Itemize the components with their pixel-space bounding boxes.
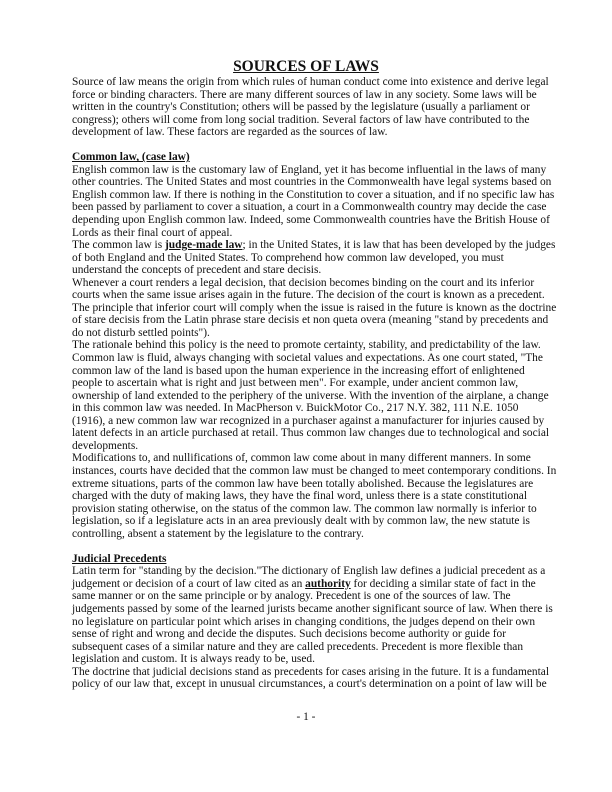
text-line: Latin term for "standing by the decision."The dictionary of English law defines a judicial precedent as a <box>72 565 546 578</box>
text-line: charged with the duty of making laws, they have the final word, unless there is a state constitutional <box>72 490 527 503</box>
text-line: The principle that inferior court will comply when the issue is raised in the future is known as the doctrine <box>72 301 557 314</box>
text-line: force or binding characters. There are many different sources of law in any society. Some laws will be <box>72 88 537 101</box>
text-line: depending upon English common law. Indeed, some Commonwealth countries have the British House of <box>72 214 550 227</box>
text-line: written in the country's Constitution; others will be passed by the legislature (usually a parliament or <box>72 101 530 114</box>
text-line: latent defects in an article purchased at retail. Thus common law changes due to technological and social <box>72 427 550 440</box>
text-line: development of law. These factors are regarded as the sources of law. <box>72 126 388 139</box>
text-line: legislation and custom. It is always ready to be, used. <box>72 653 315 666</box>
text-line: Modifications to, and nullifications of, common law come about in many different manners. In some <box>72 452 531 465</box>
text-line: sense of right and wrong and decide the disputes. Such decisions become authority or guide for <box>72 628 507 641</box>
text-line: extreme situations, parts of the common law have been totally abolished. Because the legislatures are <box>72 477 534 490</box>
text-line: Whenever a court renders a legal decision, that decision becomes binding on the court and its inferior <box>72 276 535 289</box>
text-line: (1916), a new common law war recognized in a purchaser against a manufacturer for injuries caused by <box>72 414 545 427</box>
text-line: The rationale behind this policy is the need to promote certainty, stability, and predictability of the law. <box>72 339 541 352</box>
text-line: legislation, so if a legislature acts in an area previously dealt with by common law, the new statute is <box>72 515 530 528</box>
paragraph <box>72 76 552 139</box>
paragraph <box>72 163 557 540</box>
text-line: understand the concepts of precedent and stare decisis. <box>72 264 322 277</box>
text-line: do not disturb settled points"). <box>72 326 210 339</box>
text-line: provision stating otherwise, on the status of the common law. The common law normally is inferior to <box>72 502 537 515</box>
text-line: judgements passed by some of the learned jurists became another significant source of law. When there is <box>72 602 553 615</box>
text-segment: The common law is <box>72 239 166 252</box>
text-line: same manner or on the same principle or by analogy. Precedent is one of the sources of law. The <box>72 590 511 603</box>
text-line: English common law is the customary law of England, yet it has become influential in the laws of many <box>72 163 547 176</box>
section-heading: Judicial Precedents <box>72 552 167 565</box>
text-line <box>72 578 552 591</box>
spacer <box>72 540 552 553</box>
page-title: SOURCES OF LAWS <box>233 58 379 75</box>
text-line: been passed by parliament to cover a situation, a court in a Commonwealth country may decide the case <box>72 201 547 214</box>
paragraph <box>72 565 552 690</box>
text-line: Common law is fluid, always changing with societal values and expectations. As one court stated, "The <box>72 352 543 365</box>
text-segment: for deciding a similar state of fact in the <box>350 577 536 590</box>
text-line: Source of law means the origin from which rules of human conduct come into existence and derive legal <box>72 76 549 88</box>
text-segment: ; in the United States, it is law that has been developed by the judges <box>242 239 556 252</box>
text-line: courts when the same issue arises again in the future. The decision of the court is known as a precedent. <box>72 289 545 302</box>
text-line: developments. <box>72 439 139 452</box>
text-segment: judgement or decision of a court of law cited as an <box>72 577 306 590</box>
text-line: controlling, absent a statement by the legislature to the contrary. <box>72 527 364 540</box>
text-line: Lords as their final court of appeal. <box>72 226 233 239</box>
text-line: congress); others will come from long social tradition. Several factors of law have contributed to the <box>72 113 530 126</box>
text-line: other countries. The United States and most countries in the Commonwealth have legal systems based on <box>72 176 552 189</box>
text-line: subsequent cases of a similar nature and they are called precedents. Precedent is more flexible than <box>72 640 524 653</box>
text-line: in this common law was needed. In MacPherson v. BuickMotor Co., 217 N.Y. 382, 111 N.E. 1050 <box>72 402 519 415</box>
text-line: of both England and the United States. To comprehend how common law developed, you must <box>72 251 504 264</box>
text-line: common law of the land is based upon the human experience in the increasing effort of enlightened <box>72 364 525 377</box>
text-line: instances, courts have decided that the common law must be changed to meet contemporary conditions. In <box>72 464 557 477</box>
document-body <box>72 76 557 691</box>
emphasized-term: judge-made law <box>165 239 243 252</box>
spacer <box>72 139 552 152</box>
text-line: no legislature on particular point which arises in changing conditions, the judges depend on their own <box>72 615 536 628</box>
text-line: policy of our law that, except in unusual circumstances, a court's determination on a point of law will be <box>72 678 547 691</box>
section-heading: Common law, (case law) <box>72 151 190 164</box>
text-line: people to ascertain what is right and just between men". For example, under ancient common law, <box>72 377 519 390</box>
text-line: of stare decisis from the Latin phrase stare decisis et non queta overa (meaning "stand by precedents and <box>72 314 549 327</box>
text-line: The doctrine that judicial decisions stand as precedents for cases arising in the future. It is a fundamental <box>72 665 549 678</box>
text-line: English common law. If there is nothing in the Constitution to cover a situation, and if no specific law has <box>72 188 555 201</box>
text-line: ownership of land extended to the periphery of the universe. With the invention of the airplane, a change <box>72 389 549 402</box>
page-number: - 1 - <box>296 711 316 723</box>
emphasized-term: authority <box>305 577 351 590</box>
text-line <box>72 239 556 252</box>
